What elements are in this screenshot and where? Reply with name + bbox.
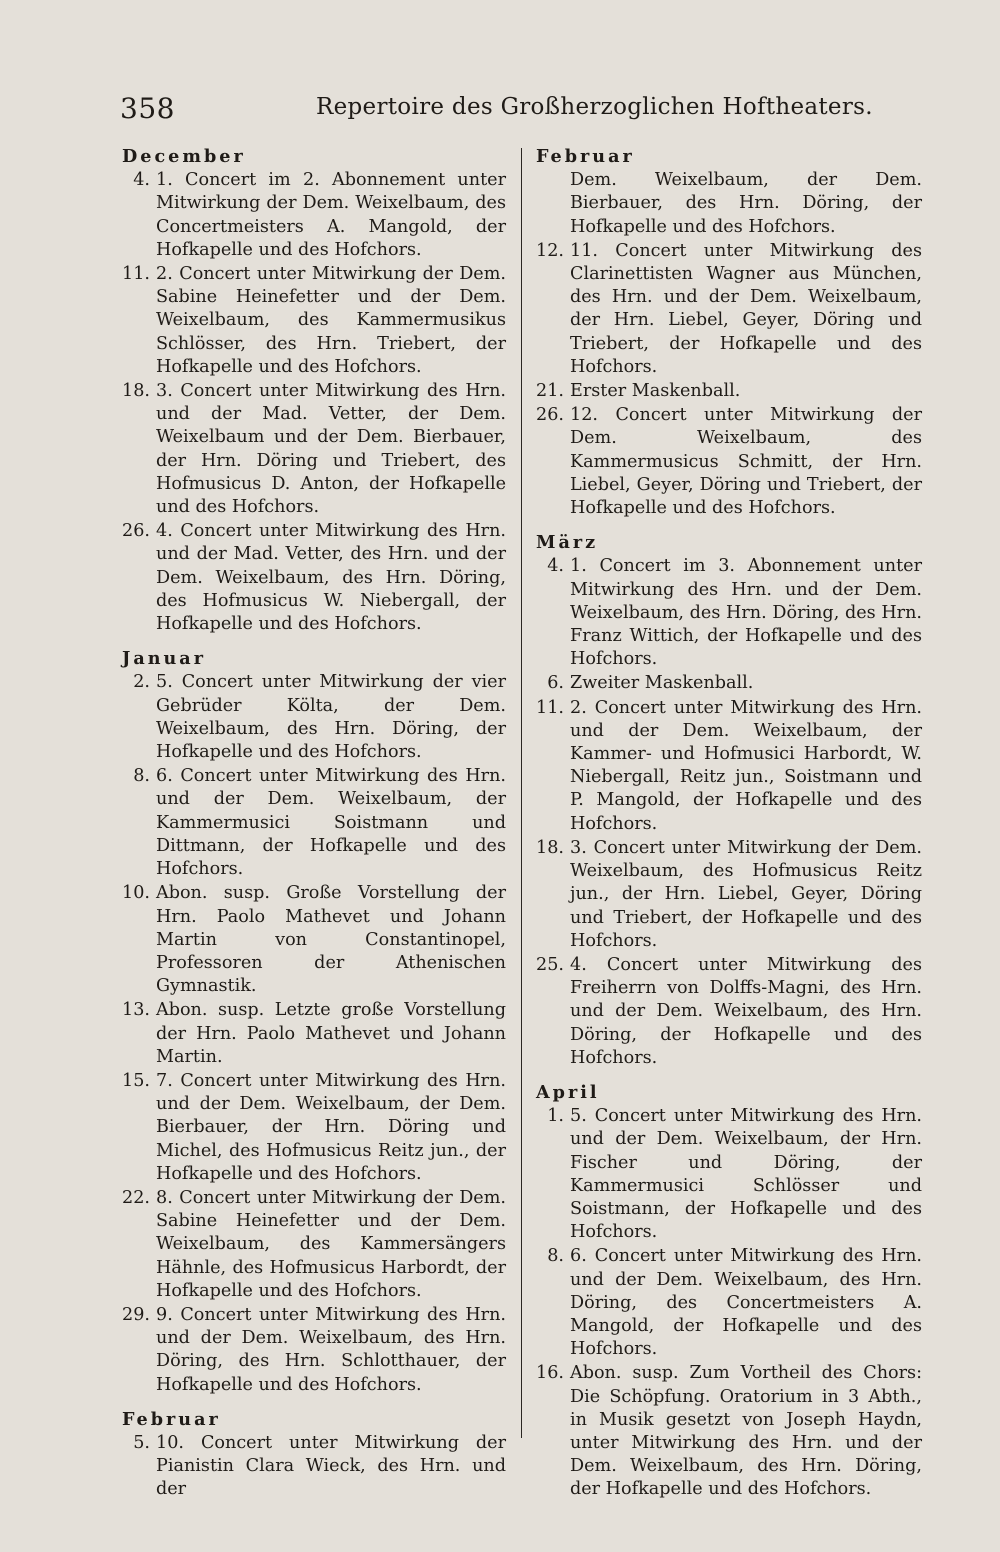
entry-text: Abon. susp. Große Vorstellung der Hrn. Paolo Mathevet und Johann Martin von Constantinopel, Professoren der Athenischen Gymnastik. — [156, 883, 506, 997]
entry-day: 26. — [536, 405, 564, 426]
performance-entry — [122, 1304, 506, 1397]
month-heading: April — [536, 1081, 600, 1103]
entry-day: 26. — [122, 521, 150, 542]
entry-day: 2. — [133, 672, 150, 693]
page-number: 358 — [120, 92, 175, 125]
entry-text: 2. Concert unter Mitwirkung des Hrn. und der Dem. Weixelbaum, der Kammer- und Hofmusici Harbordt, W. Niebergall, Reitz jun., Soistmann und P. Mangold, der Hofkapelle und des Hofchors. — [570, 697, 922, 834]
entry-text: 8. Concert unter Mitwirkung der Dem. Sabine Heinefetter und der Dem. Weixelbaum, des Kammersängers Hähnle, des Hofmusicus Harbordt, der Hofkapelle und des Hofchors. — [156, 1187, 506, 1301]
entry-day: 1. — [547, 1106, 564, 1127]
entry-day: 16. — [536, 1363, 564, 1384]
performance-entry — [122, 882, 506, 998]
entry-text: Abon. susp. Letzte große Vorstellung der Hrn. Paolo Mathevet und Johann Martin. — [156, 1000, 506, 1067]
month-heading: März — [536, 532, 599, 554]
performance-entry — [122, 263, 506, 379]
entry-day: 21. — [536, 381, 564, 402]
performance-entry — [122, 380, 506, 519]
entry-text: 6. Concert unter Mitwirkung des Hrn. und der Dem. Weixelbaum, der Kammermusici Soistmann und Dittmann, der Hofkapelle und des Hofchors. — [156, 766, 506, 880]
performance-entry — [536, 1245, 922, 1361]
entry-text: 5. Concert unter Mitwirkung der vier Gebrüder Költa, der Dem. Weixelbaum, des Hrn. Döring, der Hofkapelle und des Hofchors. — [156, 672, 506, 763]
page-header — [120, 92, 920, 128]
entry-day: 10. — [122, 883, 150, 904]
entry-day: 15. — [122, 1070, 150, 1091]
entry-text: Abon. susp. Zum Vortheil des Chors: Die Schöpfung. Oratorium in 3 Abth., in Musik gesetzt von Joseph Haydn, unter Mitwirkung des Hrn. und der Dem. Weixelbaum, des Hrn. Döring, der Hofkapelle und des Hofchors. — [570, 1363, 922, 1500]
performance-entry — [122, 671, 506, 764]
entry-day: 8. — [547, 1246, 564, 1267]
entry-day: 4. — [133, 170, 150, 191]
left-column — [122, 143, 506, 1503]
month-heading: December — [122, 146, 246, 167]
entry-text: Erster Maskenball. — [570, 381, 741, 402]
continued-entry — [536, 169, 922, 239]
month-heading: Februar — [536, 146, 635, 167]
performance-entry — [536, 240, 922, 379]
performance-entry — [536, 404, 922, 520]
performance-entry — [122, 1187, 506, 1303]
entry-text: Dem. Weixelbaum, der Dem. Bierbauer, des Hrn. Döring, der Hofkapelle und des Hofchors. — [570, 170, 922, 237]
performance-entry — [122, 169, 506, 262]
entry-day: 11. — [536, 697, 564, 718]
performance-entry — [536, 672, 922, 695]
performance-entry — [122, 1432, 506, 1502]
entry-text: 11. Concert unter Mitwirkung des Clarinettisten Wagner aus München, des Hrn. und der Dem. Weixelbaum, der Hrn. Liebel, Geyer, Döring und Triebert, der Hofkapelle und des Hofchors. — [570, 240, 922, 377]
entry-day: 11. — [122, 264, 150, 285]
entry-text: 10. Concert unter Mitwirkung der Pianistin Clara Wieck, des Hrn. und der — [156, 1432, 506, 1500]
entry-text: Zweiter Maskenball. — [570, 673, 754, 694]
column-divider — [521, 148, 522, 1438]
performance-entry — [122, 765, 506, 881]
entry-text: 7. Concert unter Mitwirkung des Hrn. und der Dem. Weixelbaum, der Dem. Bierbauer, der Hrn. Döring und Michel, des Hofmusicus Reitz jun., der Hofkapelle und des Hofchors. — [156, 1070, 506, 1184]
performance-entry — [536, 380, 922, 403]
entry-day: 4. — [547, 556, 564, 577]
entry-text: 5. Concert unter Mitwirkung des Hrn. und der Dem. Weixelbaum, der Hrn. Fischer und Döring, der Kammermusici Schlösser und Soistmann, der Hofkapelle und des Hofchors. — [570, 1106, 922, 1243]
entry-text: 1. Concert im 3. Abonnement unter Mitwirkung des Hrn. und der Dem. Weixelbaum, des Hrn. Döring, des Hrn. Franz Wittich, der Hofkapelle und des Hofchors. — [570, 556, 922, 670]
entry-text: 2. Concert unter Mitwirkung der Dem. Sabine Heinefetter und der Dem. Weixelbaum, des Kammermusikus Schlösser, des Hrn. Triebert, der Hofkapelle und des Hofchors. — [156, 264, 506, 377]
entry-day: 8. — [133, 766, 150, 787]
performance-entry — [536, 954, 922, 1070]
entry-day: 5. — [133, 1432, 150, 1453]
performance-entry — [122, 1070, 506, 1186]
entry-text: 4. Concert unter Mitwirkung des Freiherrn von Dolffs-Magni, des Hrn. und der Dem. Weixelbaum, des Hrn. Döring, der Hofkapelle und des Hofchors. — [570, 954, 922, 1068]
performance-entry — [536, 1105, 922, 1244]
performance-entry — [122, 520, 506, 636]
performance-entry — [536, 1362, 922, 1501]
entry-day: 22. — [122, 1187, 150, 1208]
right-column — [536, 143, 922, 1503]
entry-text: 6. Concert unter Mitwirkung des Hrn. und der Dem. Weixelbaum, des Hrn. Döring, des Concertmeisters A. Mangold, der Hofkapelle und des Hofchors. — [570, 1246, 922, 1360]
performance-entry — [536, 837, 922, 953]
entry-day: 29. — [122, 1304, 150, 1325]
entry-text: 1. Concert im 2. Abonnement unter Mitwirkung der Dem. Weixelbaum, des Concertmeisters A. Mangold, der Hofkapelle und des Hofchors. — [156, 170, 506, 260]
month-heading: Februar — [122, 1408, 221, 1430]
entry-day: 18. — [536, 837, 564, 858]
performance-entry — [536, 697, 922, 836]
entry-text: 9. Concert unter Mitwirkung des Hrn. und der Dem. Weixelbaum, des Hrn. Döring, des Hrn. Schlotthauer, der Hofkapelle und des Hofchors. — [156, 1304, 506, 1395]
entry-day: 25. — [536, 954, 564, 975]
entry-day: 13. — [122, 1000, 150, 1021]
entry-day: 18. — [122, 381, 150, 402]
running-head: Repertoire des Großherzoglichen Hoftheaters. — [316, 94, 873, 120]
entry-text: 3. Concert unter Mitwirkung der Dem. Weixelbaum, des Hofmusicus Reitz jun., der Hrn. Liebel, Geyer, Döring und Triebert, der Hofkapelle und des Hofchors. — [570, 837, 922, 951]
performance-entry — [536, 555, 922, 671]
entry-day: 6. — [547, 673, 564, 694]
entry-day: 12. — [536, 240, 564, 261]
entry-text: 3. Concert unter Mitwirkung des Hrn. und der Mad. Vetter, der Dem. Weixelbaum und der Dem. Bierbauer, der Hrn. Döring und Triebert, des Hofmusicus D. Anton, der Hofkapelle und des Hofchors. — [156, 381, 506, 518]
entry-text: 12. Concert unter Mitwirkung der Dem. Weixelbaum, des Kammermusicus Schmitt, der Hrn. Liebel, Geyer, Döring und Triebert, der Hofkapelle und des Hofchors. — [570, 405, 922, 519]
performance-entry — [122, 999, 506, 1069]
month-heading: Januar — [122, 648, 206, 670]
entry-text: 4. Concert unter Mitwirkung des Hrn. und der Mad. Vetter, des Hrn. und der Dem. Weixelbaum, des Hrn. Döring, des Hofmusicus W. Niebergall, der Hofkapelle und des Hofchors. — [156, 521, 506, 635]
